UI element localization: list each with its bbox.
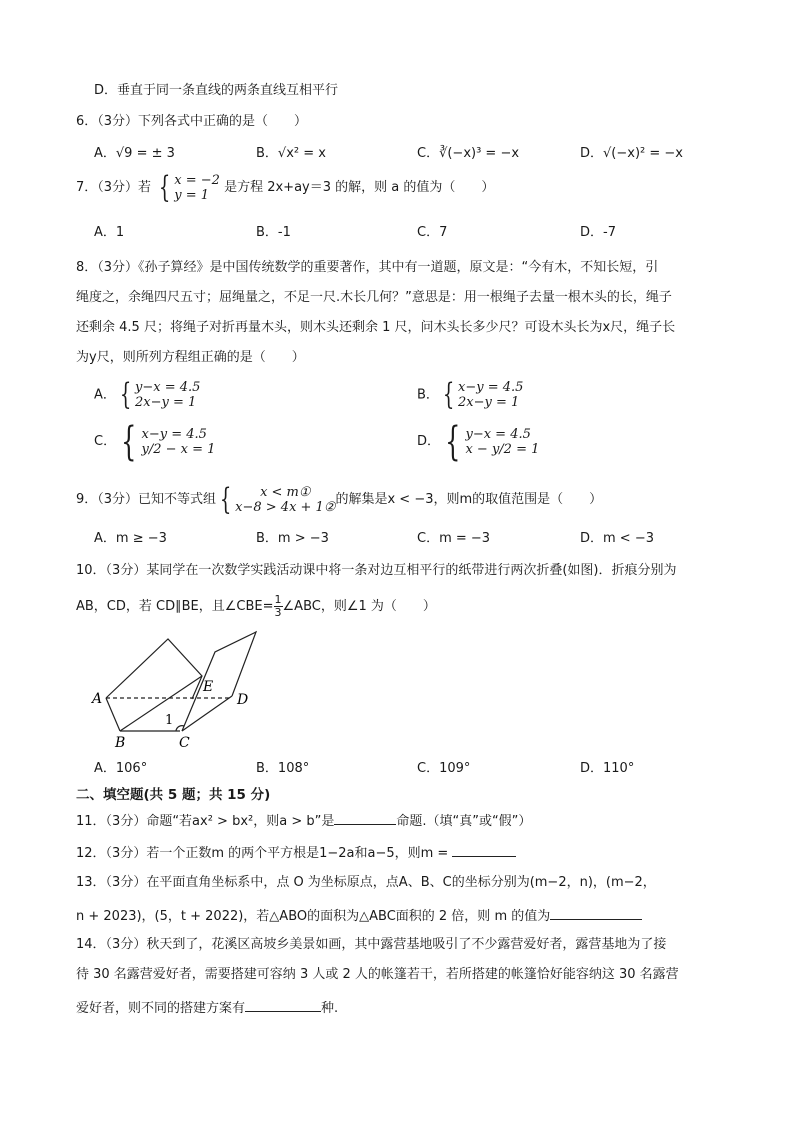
q10-option-a: A．106°	[94, 761, 148, 776]
q7-brace: {	[159, 169, 171, 205]
q8-line-3: 还剩余 4.5 尺；将绳子对折再量木头，则木头还剩余 1 尺，问木头长多少尺？可设木头长为x尺，绳子长	[76, 320, 676, 335]
q9-option-b: B．m > −3	[256, 531, 329, 546]
q7-option-d: D．-7	[580, 225, 616, 240]
q14-line-3: 爱好者，则不同的搭建方案有 种.	[76, 997, 338, 1018]
q9-option-c: C．m = −3	[417, 531, 491, 546]
label-angle-1: 1	[165, 713, 174, 728]
q8-line-1: 8．（3分）《孙子算经》是中国传统数学的重要著作，其中有一道题，原文是：“今有木，不知长短，引	[76, 260, 659, 275]
q14-answer-blank	[245, 997, 321, 1012]
q8-option-d: D． { y−x = 4.5 x − y/2 = 1	[417, 418, 540, 465]
q6-option-b: B．√x² = x	[256, 146, 326, 161]
q8-line-2: 绳度之，余绳四尺五寸；屈绳量之，不足一尺.木长几何？”意思是：用一根绳子去量一根木头的长，绳子	[76, 290, 672, 305]
q7-system: x = −2 y = 1	[174, 172, 220, 203]
label-D: D	[237, 692, 249, 708]
q10-option-b: B．108°	[256, 761, 310, 776]
q8-option-a: A． { y−x = 4.5 2x−y = 1	[94, 377, 201, 412]
q9-option-a: A．m ≥ −3	[94, 531, 167, 546]
q8-line-4: 为y尺，则所列方程组正确的是（ ）	[76, 350, 305, 365]
label-A: A	[92, 691, 103, 707]
q13-line-1: 13．（3分）在平面直角坐标系中，点 O 为坐标原点，点A、B、C的坐标分别为(m−2，n)，(m−2，	[76, 875, 656, 890]
q10-line-1: 10．（3分）某同学在一次数学实践活动课中将一条对边互相平行的纸带进行两次折叠(如图)．折痕分别为	[76, 563, 677, 578]
q7-option-a: A．1	[94, 225, 125, 240]
label-E: E	[203, 679, 214, 695]
q7-stem: 7．（3分）若 { x = −2 y = 1 是方程 2x+ay＝3 的解，则 a 的值为（ ）	[76, 169, 495, 205]
q11-answer-blank	[334, 810, 396, 825]
q9-option-d: D．m < −3	[580, 531, 654, 546]
q10-option-c: C．109°	[417, 761, 471, 776]
one-third-fraction: $\frac{1}{3}$	[274, 593, 282, 619]
q8-option-c: C． { x−y = 4.5 y/2 − x = 1	[94, 418, 216, 465]
q9-stem: 9．（3分）已知不等式组 { x < m① x−8 > 4x + 1② 的解集是x < −3，则m的取值范围是（ ）	[76, 481, 603, 517]
edge-BE	[120, 676, 202, 731]
q6-option-a: A．√9 = ± 3	[94, 146, 175, 161]
q6-option-c: C．∛(−x)³ = −x	[417, 146, 520, 161]
q13-line-2: n + 2023)，(5，t + 2022)，若△ABO的面积为△ABC面积的 2 倍，则 m 的值为	[76, 905, 642, 926]
fold-left-polygon	[106, 639, 202, 699]
q13-answer-blank	[550, 905, 642, 920]
section-2-heading: 二、填空题(共 5 题；共 15 分)	[76, 787, 271, 803]
q5-option-d: D．垂直于同一条直线的两条直线互相平行	[94, 83, 339, 98]
q14-line-1: 14．（3分）秋天到了，花溪区高坡乡美景如画，其中露营基地吸引了不少露营爱好者，露营基地为了接	[76, 937, 667, 952]
q11: 11．（3分）命题“若ax² > bx²，则a > b”是 命题.（填“真”或“假”）	[76, 810, 531, 831]
q12-answer-blank	[452, 842, 516, 857]
edge-AB	[106, 698, 120, 731]
q8-option-b: B． { x−y = 4.5 2x−y = 1	[417, 377, 524, 412]
q10-option-d: D．110°	[580, 761, 635, 776]
q7-option-c: C．7	[417, 225, 448, 240]
label-B: B	[115, 735, 126, 751]
q10-line-2: AB，CD，若 CD∥BE，且∠CBE= $\frac{1}{3}$ ∠ABC，则∠1 为（ ）	[76, 593, 436, 619]
q12: 12．（3分）若一个正数m 的两个平方根是1−2a和a−5，则m =	[76, 842, 516, 863]
q7-option-b: B．-1	[256, 225, 291, 240]
q6-option-d: D．√(−x)² = −x	[580, 146, 683, 161]
q6-stem: 6．（3分）下列各式中正确的是（ ）	[76, 114, 308, 129]
q14-line-2: 待 30 名露营爱好者，需要搭建可容纳 3 人或 2 人的帐篷若干，若所搭建的帐篷恰好能容纳这 30 名露营	[76, 967, 679, 982]
folded-paper-figure	[90, 626, 270, 756]
label-C: C	[179, 735, 190, 751]
